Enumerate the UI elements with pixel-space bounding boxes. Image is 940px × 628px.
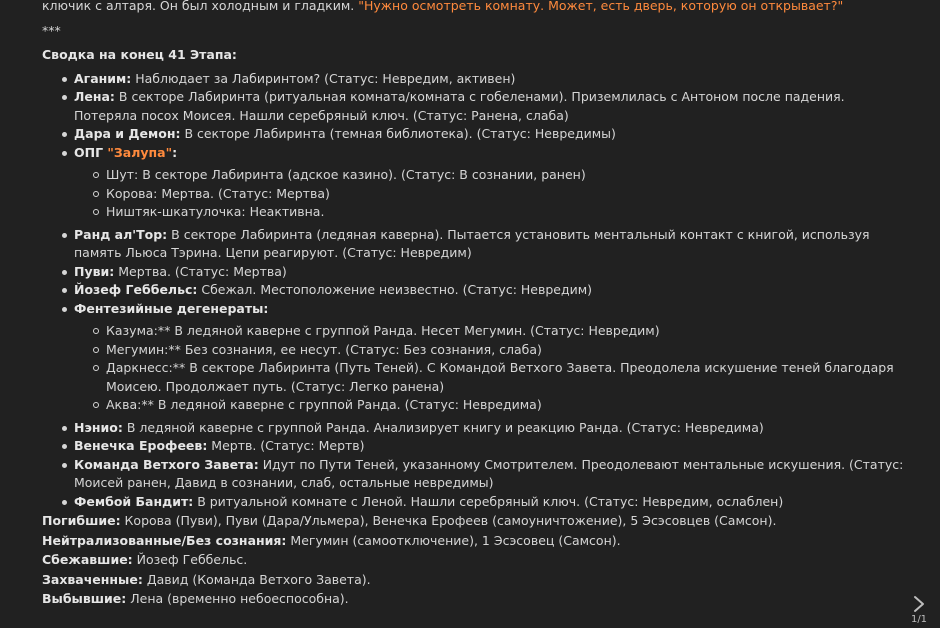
list-item: Йозеф Геббельс: Сбежал. Местоположение неизвестно. (Статус: Невредим) — [42, 281, 910, 300]
footer-line: Сбежавшие: Йозеф Геббельс. — [42, 552, 248, 567]
list-item: ОПГ "Залупа": Шут: В секторе Лабиринта (адское казино). (Статус: В сознании, ранен) Корова: Мертва. (Статус: Мертва) Ништяк-шкатулочка: Неактивна. — [42, 144, 910, 222]
sub-list-item: Шут: В секторе Лабиринта (адское казино). (Статус: В сознании, ранен) — [74, 166, 910, 185]
footer-line: Нейтрализованные/Без сознания: Мегумин (самоотключение), 1 Эсэсовец (Самсон). — [42, 532, 621, 548]
list-item: Фентезийные дегенераты: Казума:** В ледяной каверне с группой Ранда. Несет Мегумин. (Статус: Невредим) Мегумин:** Без сознания, ее несут. (Статус: Без сознания, слаба) Даркнесс:** В секторе Лабиринта (Путь Теней). С Командой Ветхого Завета. Преодолела искушение теней благодаря Моисею. Продолжает путь. (Статус: Легко ранена) Аква:** В ледяной каверне с группой Ранда. (Статус: Невредима) — [42, 300, 910, 415]
footer-line: Выбывшие: Лена (временно небоеспособна). — [42, 591, 349, 606]
sub-list-item: Корова: Мертва. (Статус: Мертва) — [74, 185, 910, 204]
sublist-fantasy — [74, 322, 910, 415]
list-item: Аганим: Наблюдает за Лабиринтом? (Статус: Невредим, активен) — [42, 70, 910, 89]
summary-title: Сводка на конец 41 Этапа: — [42, 47, 237, 62]
intro-line — [42, 0, 910, 16]
sub-list-item: Мегумин:** Без сознания, ее несут. (Статус: Без сознания, слаба) — [74, 341, 910, 360]
footer-line: Погибшие: Корова (Пуви), Пуви (Дара/Ульмера), Венечка Ерофеев (самоуничтожение), 5 Эсэсовцев (Самсон). — [42, 513, 777, 528]
list-item: Ранд ал'Тор: В секторе Лабиринта (ледяная каверна). Пытается установить ментальный контакт с книгой, используя память Льюса Тэрина. Цепи реагируют. (Статус: Невредим) — [42, 226, 910, 263]
summary-list — [42, 70, 910, 512]
summary-footer — [42, 512, 910, 609]
list-item: Венечка Ерофеев: Мертв. (Статус: Мертв) — [42, 437, 910, 456]
list-item: Дара и Демон: В секторе Лабиринта (темная библиотека). (Статус: Невредимы) — [42, 125, 910, 144]
sublist-opg — [74, 166, 910, 222]
list-item: Фембой Бандит: В ритуальной комнате с Леной. Нашли серебряный ключ. (Статус: Невредим, ослаблен) — [42, 493, 910, 512]
sub-list-item: Даркнесс:** В секторе Лабиринта (Путь Теней). С Командой Ветхого Завета. Преодолела искушение теней благодаря Моисею. Продолжает путь. (Статус: Легко ранена) — [74, 359, 910, 396]
next-page-button[interactable] — [906, 594, 932, 614]
sub-list-item: Казума:** В ледяной каверне с группой Ранда. Несет Мегумин. (Статус: Невредим) — [74, 322, 910, 341]
list-item: Лена: В секторе Лабиринта (ритуальная комната/комната с гобеленами). Приземлилась с Антоном после падения. Потеряла посох Моисея. Нашли серебряный ключ. (Статус: Ранена, слаба) — [42, 88, 910, 125]
page-counter: 1/1 — [910, 614, 928, 625]
list-item: Команда Ветхого Завета: Идут по Пути Теней, указанному Смотрителем. Преодолевают ментальные искушения. (Статус: Моисей ранен, Давид в сознании, слаб, остальные невредимы) — [42, 456, 910, 493]
list-item: Нэнио: В ледяной каверне с группой Ранда. Анализирует книгу и реакцию Ранда. (Статус: Невредима) — [42, 419, 910, 438]
intro-text: ключик с алтаря. Он был холодным и гладким. — [42, 0, 359, 13]
pagination — [906, 594, 932, 626]
chevron-right-icon — [906, 594, 932, 614]
list-item: Пуви: Мертва. (Статус: Мертва) — [42, 263, 910, 282]
footer-line: Захваченные: Давид (Команда Ветхого Завета). — [42, 571, 371, 587]
separator: *** — [42, 22, 61, 38]
sub-list-item: Ништяк-шкатулочка: Неактивна. — [74, 203, 910, 222]
message-content — [42, 0, 910, 609]
intro-quote: "Нужно осмотреть комнату. Может, есть дверь, которую он открывает?" — [358, 0, 844, 13]
sub-list-item: Аква:** В ледяной каверне с группой Ранда. (Статус: Невредима) — [74, 396, 910, 415]
